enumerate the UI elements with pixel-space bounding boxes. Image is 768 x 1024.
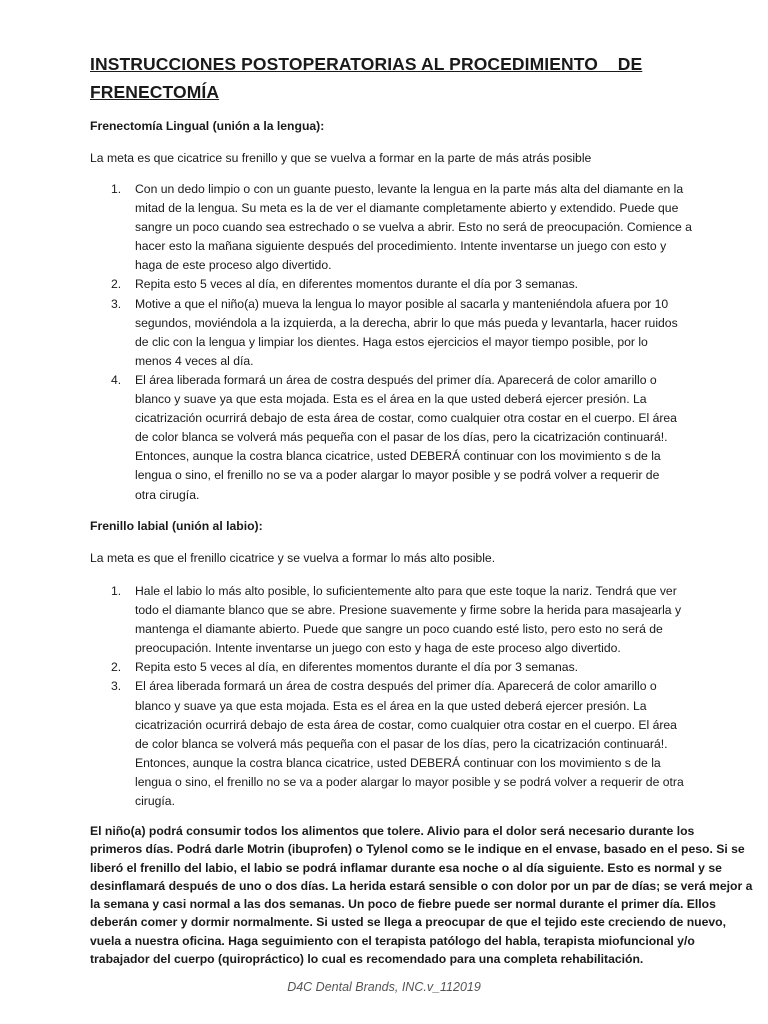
list-item-text [90,295,690,371]
text-line: primeros días. Podrá darle Motrin (ibuprofen) o Tylenol como se le indique en el envase, basado en el peso. Si se [90,842,745,857]
list-item-text [90,582,690,658]
list-item-number: 1. [111,584,122,598]
text-line: de color blanca se volverá más pequeña con el pasar de los días, pero la cicatrización continuará!. [135,736,668,751]
text-line: cicatrización ocurrirá debajo de esta área de costar, como cualquier otra costar en el cuerpo. El área [135,411,677,426]
text-line: todo el diamante blanco que se abre. Presione suavemente y firme sobre la herida para masajearla y [135,603,682,618]
list-item-number: 2. [111,660,122,675]
labial-heading: Frenillo labial (unión al labio): [90,519,263,533]
list-item [90,582,690,658]
text-line: El área liberada formará un área de costra después del primer día. Aparecerá de color amarillo o [135,372,657,387]
list-item-number: 1. [111,182,122,196]
text-line: vuela a nuestra oficina. Haga seguimiento con el terapista patólogo del habla, terapista miofuncional y/o [90,933,695,948]
labial-instructions-list [90,582,690,811]
text-line: Con un dedo limpio o con un guante puesto, levante la lengua en la parte más alta del diamante en la [135,182,684,196]
lingual-heading: Frenectomía Lingual (unión a la lengua): [90,119,325,133]
closing-paragraph [90,822,753,968]
labial-intro: La meta es que el frenillo cicatrice y se vuelva a formar lo más alto posible. [90,551,496,565]
list-item-text [90,275,690,294]
list-item-text [90,677,690,811]
text-line: la semana y casi normal a las dos semanas. Un poco de fiebre puede ser normal durante el primer día. Ellos [90,897,716,912]
text-line: Repita esto 5 veces al día, en diferentes momentos durante el día por 3 semanas. [135,660,579,675]
text-line: menos 4 veces al día. [135,353,254,368]
list-item [90,180,690,275]
text-line: desinflamará después de uno o dos días. La herida estará sensible o con dolor por un par de días; se verá mejor a [90,878,753,893]
text-line: Entonces, aunque la costra blanca cicatrice, usted DEBERÁ continuar con los movimiento s de la [135,449,661,464]
list-item-number: 2. [111,277,122,292]
text-line: Motive a que el niño(a) mueva la lengua lo mayor posible al sacarla y manteniéndola afuera por 10 [135,296,669,311]
text-line: cicatrización ocurrirá debajo de esta área de costar, como cualquier otra costar en el cuerpo. El área [135,717,677,732]
text-line: de color blanca se volverá más pequeña con el pasar de los días, pero la cicatrización continuará!. [135,430,668,445]
text-line: El área liberada formará un área de costra después del primer día. Aparecerá de color amarillo o [135,679,657,694]
footer-brand: D4C Dental Brands, INC.v_112019 [287,980,481,994]
lingual-instructions-list [90,180,690,505]
text-line: trabajador del cuerpo (quiropráctico) lo cual es recomendado para una completa rehabilitación. [90,952,644,967]
document-title [90,50,710,106]
list-item-number: 3. [111,679,122,694]
text-line: preocupación. Intente inventarse un juego con esto y haga de este proceso algo divertido. [135,641,621,656]
text-line: lengua o sino, el frenillo no se va a poder alargar lo mayor posible y se podrá volver a requerir de otra [135,774,684,789]
text-line: haga de este proceso algo divertido. [135,258,332,273]
text-line: Entonces, aunque la costra blanca cicatrice, usted DEBERÁ continuar con los movimiento s de la [135,755,661,770]
list-item-number: 3. [111,296,122,311]
text-line: lengua o sino, el frenillo no se va a poder alargar lo mayor posible y se podrá volver a requerir de [135,468,660,483]
text-line: Hale el labio lo más alto posible, lo suficientemente alto para que este toque la nariz. Tendrá que ver [135,584,677,598]
list-item [90,371,690,505]
list-item-text [90,180,690,275]
text-line: blanco y suave ya que esta mojada. Esta es el área en la que usted deberá ejercer presión. La [135,392,647,407]
text-line: blanco y suave ya que esta mojada. Esta es el área en la que usted deberá ejercer presión. La [135,698,647,713]
list-item [90,275,690,294]
text-line: mantenga el diamante abierto. Puede que sangre un poco cuando esté listo, pero esto no será de [135,622,663,637]
text-line: cirugía. [135,794,175,809]
lingual-intro: La meta es que cicatrice su frenillo y que se vuelva a formar en la parte de más atrás posible [90,151,592,165]
list-item-text [90,371,690,505]
list-item [90,295,690,371]
text-line: otra cirugía. [135,487,200,502]
text-line: de clic con la lengua y limpiar los dientes. Haga estos ejercicios el mayor tiempo posible, por lo [135,334,648,349]
title-line-2: FRENECTOMÍA [90,82,220,102]
text-line: sangre un poco cuando sea estrechado o se vuelva a abrir. Esto no será de preocupación. Comience a [135,220,692,235]
text-line: deberán comer y dormir normalmente. Si usted se llega a preocupar de que el tejido este creciendo de nuevo, [90,915,726,930]
list-item-number: 4. [111,372,122,387]
list-item [90,658,690,677]
title-line-1: INSTRUCCIONES POSTOPERATORIAS AL PROCEDIMIENTO DE [90,54,643,74]
text-line: mitad de la lengua. Su meta es la de ver el diamante completamente abierto y extendido. Puede que [135,201,679,216]
text-line: hacer esto la mañana siguiente después del procedimiento. Intente inventarse un juego con esto y [135,239,667,254]
text-line: segundos, moviéndola a la izquierda, a la derecha, abrir lo que más pueda y levantarla, hacer ruidos [135,315,678,330]
text-line: Repita esto 5 veces al día, en diferentes momentos durante el día por 3 semanas. [135,277,579,292]
text-line: El niño(a) podrá consumir todos los alimentos que tolere. Alivio para el dolor será necesario durante los [90,824,695,838]
text-line: liberó el frenillo del labio, el labio se podrá inflamar durante esa noche o al día siguiente. Esto es normal y se [90,860,722,875]
list-item-text [90,658,690,677]
list-item [90,677,690,811]
